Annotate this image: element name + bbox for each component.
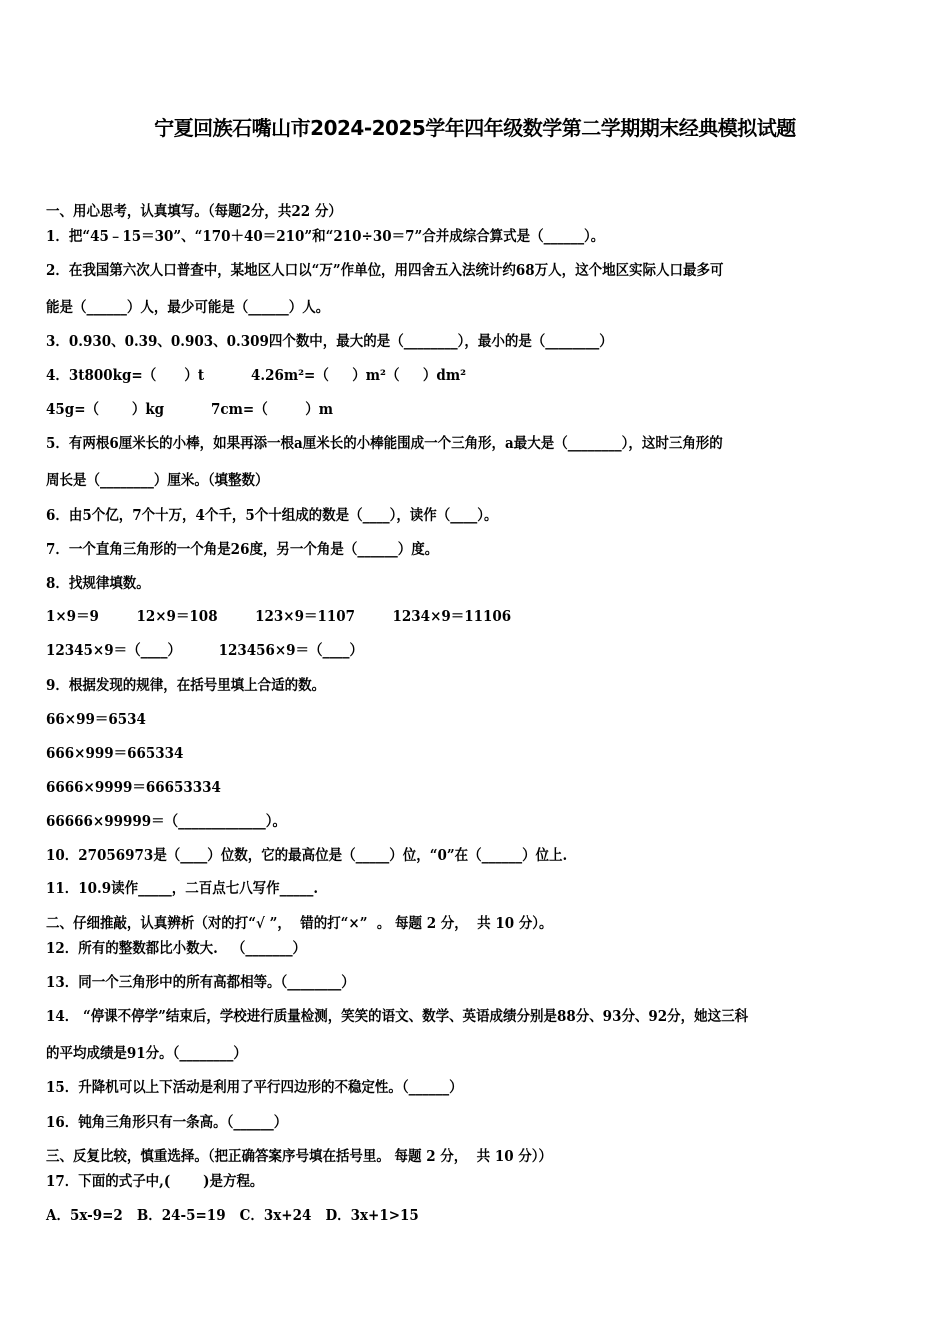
section-3-heading: 三、反复比较，慎重选择。（把正确答案序号填在括号里。 每题 2 分， 共 10 分）） — [46, 1148, 553, 1165]
question-6: 6．由5个亿，7个十万，4个千，5个十组成的数是（____），读作（____）。 — [46, 507, 498, 524]
question-9-line-1: 66×99＝6534 — [46, 711, 146, 728]
question-4: 4．3t800kg=（ ）t 4.26m²=（ ）m²（ ）dm² — [46, 367, 466, 384]
question-1: 1．把“45﹣15＝30”、“170＋40＝210”和“210÷30＝7”合并成综合算式是（______）。 — [46, 228, 605, 245]
question-13: 13．同一个三角形中的所有高都相等。（________） — [46, 974, 355, 991]
question-16: 16．钝角三角形只有一条高。（______） — [46, 1114, 288, 1131]
question-8-blanks: 12345×9＝（____） 123456×9＝（____） — [46, 642, 363, 659]
question-9: 9．根据发现的规律，在括号里填上合适的数。 — [46, 677, 326, 694]
question-7: 7．一个直角三角形的一个角是26度，另一个角是（______）度。 — [46, 541, 439, 558]
question-3: 3．0.930、0.39、0.903、0.309四个数中，最大的是（________），最小的是（________） — [46, 333, 613, 350]
question-9-line-3: 6666×9999＝66653334 — [46, 779, 221, 796]
question-2: 2．在我国第六次人口普查中，某地区人口以“万”作单位，用四舍五入法统计约68万人，这个地区实际人口最多可 — [46, 262, 724, 279]
question-17-options: A．5x-9=2 B．24-5=19 C．3x+24 D．3x+1>15 — [46, 1207, 419, 1224]
question-5: 5．有两根6厘米长的小棒，如果再添一根a厘米长的小棒能围成一个三角形，a最大是（________），这时三角形的 — [46, 435, 723, 452]
question-9-blank: 66666×99999＝（_____________）。 — [46, 813, 286, 830]
question-14-cont: 的平均成绩是91分。（________） — [46, 1045, 247, 1062]
question-10: 10．27056973是（____）位数，它的最高位是（_____）位，“0”在（______）位上. — [46, 847, 568, 864]
question-5-cont: 周长是（________）厘米。（填整数） — [46, 472, 269, 489]
question-12: 12．所有的整数都比小数大. （_______） — [46, 940, 307, 957]
question-9-line-2: 666×999＝665334 — [46, 745, 184, 762]
section-1-heading: 一、用心思考，认真填写。（每题2分，共22 分） — [46, 203, 342, 220]
question-15: 15．升降机可以上下活动是利用了平行四边形的不稳定性。（______） — [46, 1079, 463, 1096]
page-title: 宁夏回族石嘴山市2024-2025学年四年级数学第二学期期末经典模拟试题 — [154, 116, 796, 140]
question-4-cont: 45g=（ ）kg 7cm=（ ）m — [46, 401, 334, 418]
question-14: 14． “停课不停学”结束后，学校进行质量检测，笑笑的语文、数学、英语成绩分别是88分、93分、92分，她这三科 — [46, 1008, 749, 1025]
question-8-pattern: 1×9＝9 12×9＝108 123×9＝1107 1234×9＝11106 — [46, 608, 512, 625]
question-8: 8．找规律填数。 — [46, 575, 150, 592]
section-2-heading: 二、仔细推敲，认真辨析（对的打“√ ”， 错的打“×” 。 每题 2 分， 共 10 分）。 — [46, 915, 553, 932]
question-2-cont: 能是（______）人，最少可能是（______）人。 — [46, 299, 330, 316]
question-17: 17．下面的式子中,( )是方程。 — [46, 1173, 264, 1190]
question-11: 11．10.9读作_____，二百点七八写作_____. — [46, 880, 319, 897]
